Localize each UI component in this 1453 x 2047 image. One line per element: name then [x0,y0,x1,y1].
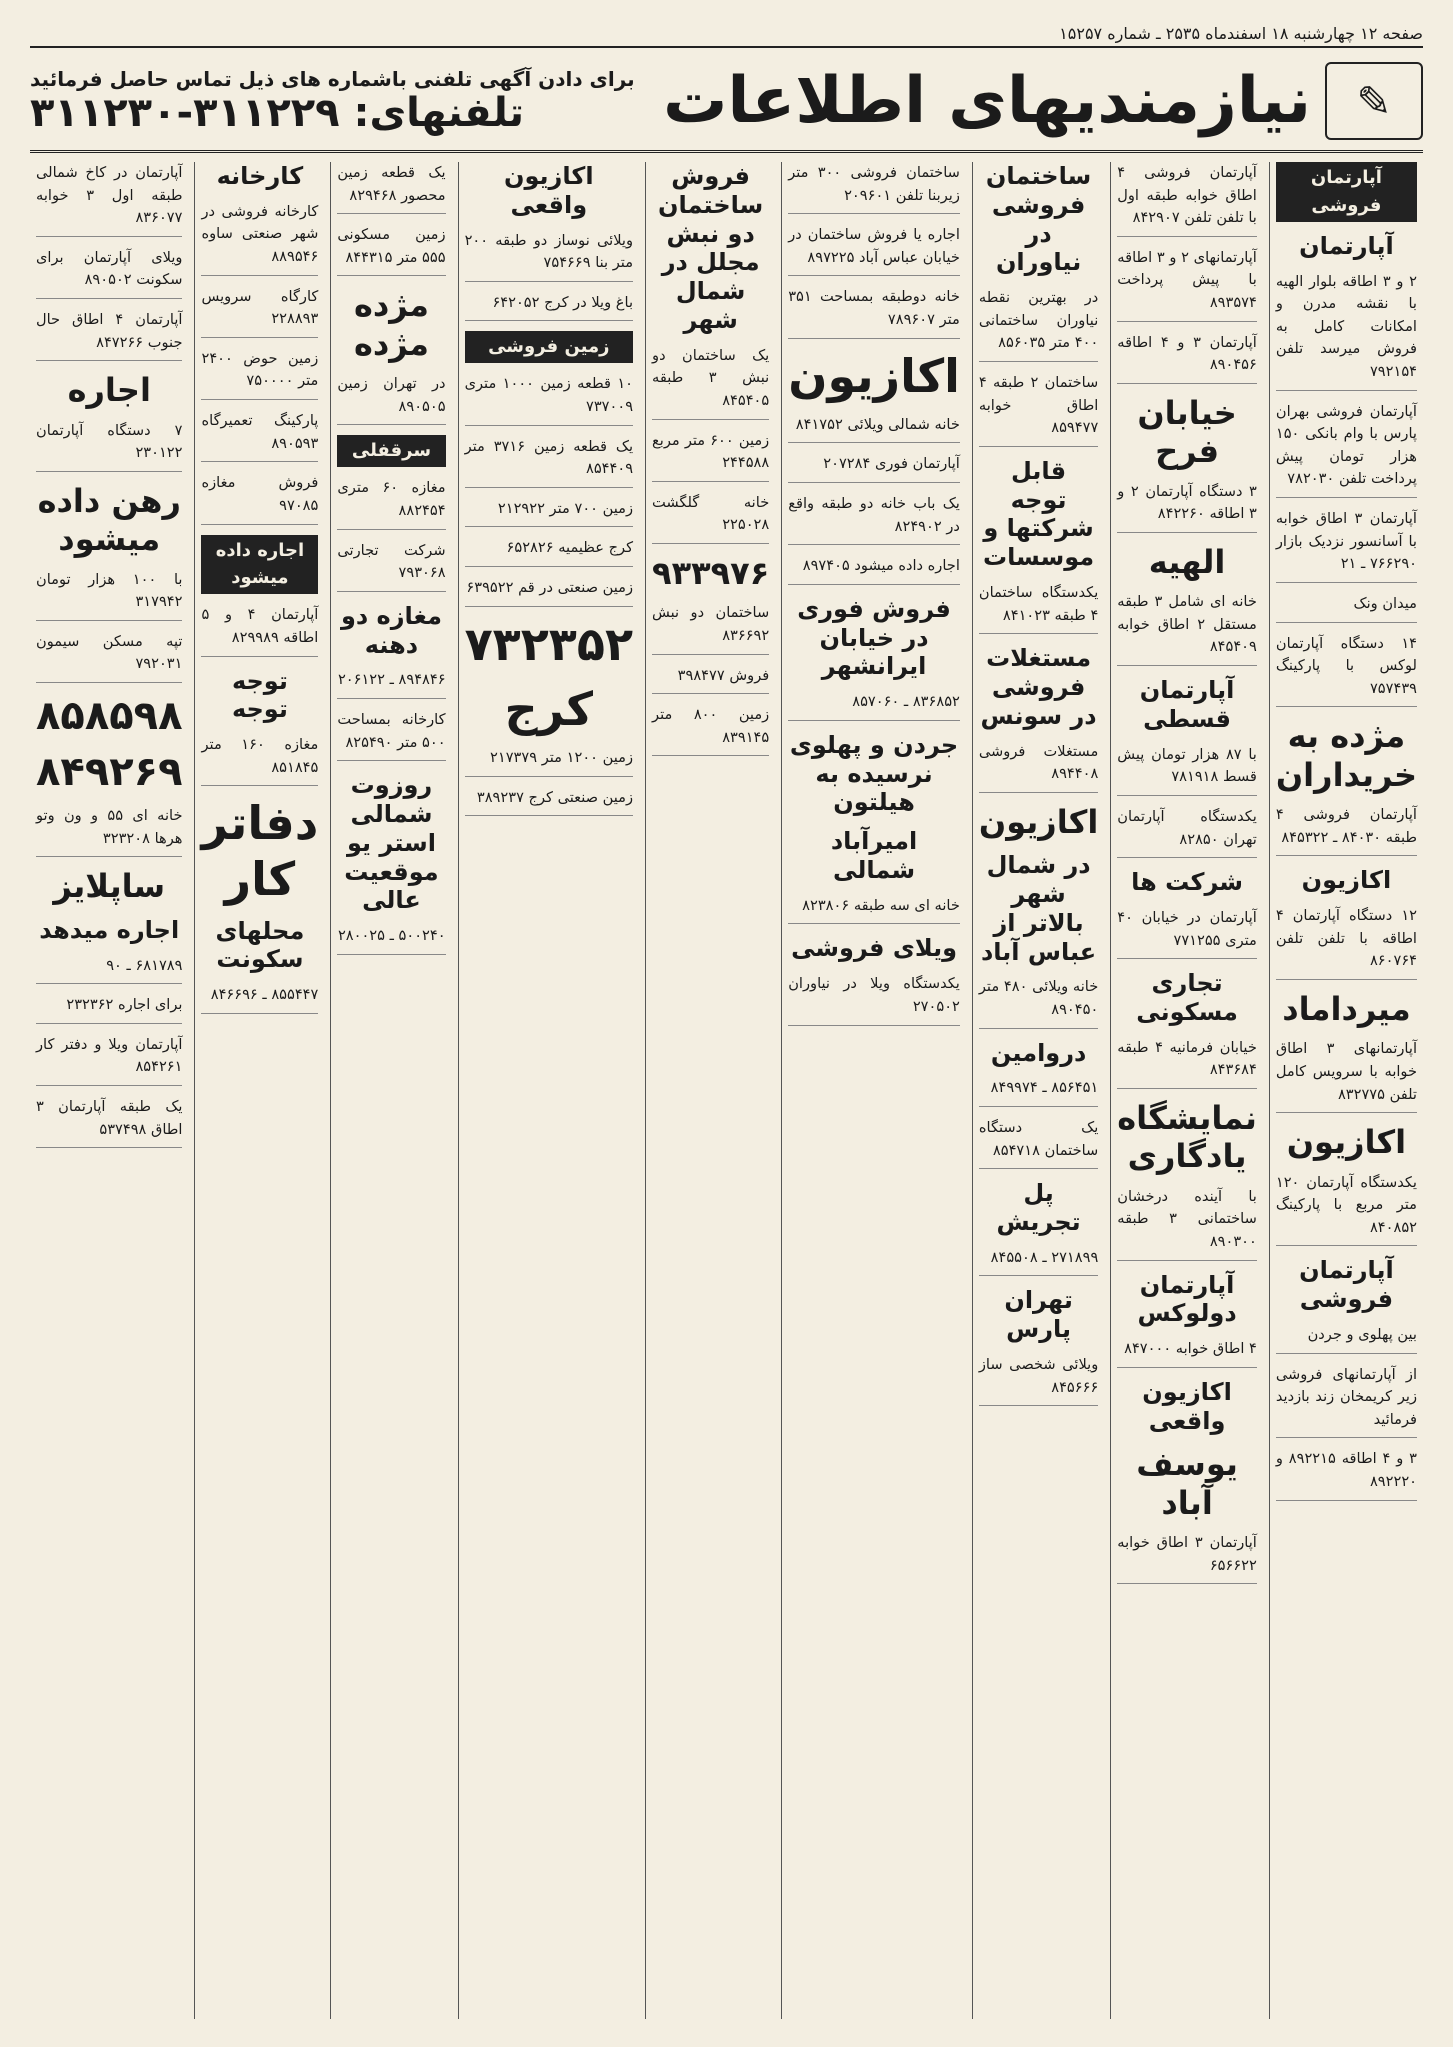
ad-headline: الهیه [1148,542,1226,581]
classified-ad: یکدستگاه آپارتمان ۱۲۰ متر مربع با پارکینگ ۸۴۰۸۵۲ [1276,1172,1417,1247]
ad-headline: شرکت ها [1131,868,1244,897]
classified-ad: ۳ و ۴ اطاقه ۸۹۲۲۱۵ و ۸۹۲۲۲۰ [1276,1448,1417,1500]
classified-ad: مغازه ۶۰ متری ۸۸۲۴۵۴ [337,477,445,529]
ad-headline: قابل توجه شرکتها و موسسات [983,456,1095,572]
classified-ad: ۸۹۴۸۴۶ ـ ۲۰۶۱۲۲ [337,669,445,699]
classified-ad: فروش مغازه ۹۷۰۸۵ [201,472,318,524]
masthead [663,62,1423,140]
classified-ad: از آپارتمانهای فروشی زیر کریمخان زند بازدید فرمائید [1276,1364,1417,1439]
classified-column [645,162,775,2019]
classified-ad: ۸۳۶۸۵۲ ـ ۸۵۷۰۶۰ [788,691,960,721]
classified-ad: ۱۲ دستگاه آپارتمان ۴ اطاقه با تلفن تلفن ۸۶۰۷۶۴ [1276,905,1417,980]
section-rubric: سرقفلی [337,435,445,467]
ad-contact-box [30,67,635,135]
ad-headline: دروامین [990,1038,1087,1067]
classified-ad: زمین صنعتی در قم ۶۳۹۵۲۲ [465,577,633,607]
classified-ad: با آینده درخشان ساختمانی ۳ طبقه ۸۹۰۳۰۰ [1117,1186,1257,1261]
ad-headline: نمایشگاه یادگاری [1117,1098,1257,1176]
classified-ad: کرج عظیمیه ۶۵۲۸۲۶ [465,537,633,567]
classified-columns [30,162,1423,2019]
classified-ad: زمین ۸۰۰ متر ۸۳۹۱۴۵ [652,704,769,756]
ad-headline: ۷۳۲۳۵۲ [464,616,634,671]
ad-headline: کارخانه [216,162,304,190]
classified-ad: اجاره داده میشود ۸۹۷۴۰۵ [788,555,960,585]
classified-ad: آپارتمان ویلا و دفتر کار ۸۵۴۲۶۱ [36,1034,182,1086]
classified-ad: خانه ای ۵۵ و ون وتو هرها ۳۲۳۲۰۸ [36,805,182,857]
ad-headline: آپارتمان قسطی [1139,676,1235,733]
ad-headline: آپارتمان دولوکس [1137,1270,1237,1328]
ad-headline: امیرآباد شمالی [830,827,918,885]
ad-headline: ساختمان فروشی در نیاوران [985,162,1092,277]
classified-ad: یک دستگاه ساختمان ۸۵۴۷۱۸ [979,1117,1098,1169]
ad-headline: اکازیون [1301,866,1392,895]
classified-ad: در بهترین نقطه نیاوران ساختمانی ۴۰۰ متر ۸۵۶۰۳۵ [979,287,1098,362]
ad-headline: روزوت شمالی استر یو موقعیت عالی [344,771,439,915]
classified-ad: ۷ دستگاه آپارتمان ۲۳۰۱۲۲ [36,420,182,472]
classified-ad: یک طبقه آپارتمان ۳ اطاق ۵۳۷۴۹۸ [36,1096,182,1148]
classified-ad: کارگاه سرویس ۲۲۸۸۹۳ [201,286,318,338]
classified-ad: آپارتمان ۳ اطاق خوابه با آسانسور نزدیک بازار ۷۶۶۲۹۰ ـ ۲۱ [1276,508,1417,583]
classified-ad: ۳ دستگاه آپارتمان ۲ و ۳ اطاقه ۸۴۲۲۶۰ [1117,481,1257,533]
phone-number-display: ۸۵۸۵۹۸ [36,693,183,740]
classified-ad: آپارتمان ۳ اطاق خوابه ۶۵۶۶۲۲ [1117,1532,1257,1584]
classified-column [972,162,1104,2019]
classified-ad: آپارتمان فوری ۲۰۷۲۸۴ [788,453,960,483]
classified-ad: ۵۰۰۲۴۰ ـ ۲۸۰۰۲۵ [337,925,445,955]
classified-column [1269,162,1423,2019]
classified-column [781,162,966,2019]
classified-ad: ۱۰ قطعه زمین ۱۰۰۰ متری ۷۳۷۰۰۹ [465,373,633,425]
ad-headline: خیابان فرح [1137,393,1237,471]
classified-ad: فروش ۳۹۸۴۷۷ [652,665,769,695]
ad-headline: آپارتمان [1299,231,1394,260]
ad-headline: اجاره میدهد [39,915,180,944]
ad-headline: تهران پارس [1004,1286,1073,1344]
classified-ad: خانه ویلائی ۴۸۰ متر ۸۹۰۴۵۰ [979,976,1098,1028]
classified-ad: آپارتمانهای ۲ و ۳ اطاقه با پیش پرداخت ۸۹۳۵۷۴ [1117,247,1257,322]
ad-headline: مژده مژده [353,286,429,363]
classified-ad: ۱۴ دستگاه آپارتمان لوکس با پارکینگ ۷۵۷۴۳۹ [1276,633,1417,708]
classified-ad: خیابان فرمانیه ۴ طبقه ۸۴۳۶۸۴ [1117,1037,1257,1089]
classified-ad: آپارتمان فروشی بهران پارس با وام بانکی ۱۵۰ هزار تومان پیش پرداخت تلفن ۷۸۲۰۳۰ [1276,401,1417,498]
ad-headline: محلهای سکونت [215,916,305,974]
masthead-title: نیازمندیهای اطلاعات [663,64,1311,138]
classified-ad: ۸۵۶۴۵۱ ـ ۸۴۹۹۷۴ [979,1077,1098,1107]
classified-ad: خانه ای شامل ۳ طبقه مستقل ۲ اطاق خوابه ۸۴۵۴۰۹ [1117,591,1257,666]
ad-headline: تجاری مسکونی [1136,969,1238,1026]
classified-ad: یک قطعه زمین ۳۷۱۶ متر ۸۵۴۴۰۹ [465,436,633,488]
classified-ad: آپارتمان در خیابان ۴۰ متری ۷۷۱۲۵۵ [1117,907,1257,959]
ad-headline: یوسف آباد [1136,1445,1238,1522]
classified-ad: ۴ اطاق خوابه ۸۴۷۰۰۰ [1117,1338,1257,1368]
classified-ad: میدان ونک [1276,593,1417,623]
classified-ad: کارخانه بمساحت ۵۰۰ متر ۸۲۵۴۹۰ [337,709,445,761]
classified-column [330,162,451,2019]
classified-ad: آپارتمان ۴ اطاق حال جنوب ۸۴۷۲۶۶ [36,309,182,361]
classified-column [458,162,639,2019]
section-rubric: اجاره داده میشود [201,535,318,595]
classified-ad: بین پهلوی و جردن [1276,1324,1417,1354]
classified-ad: ویلائی شخصی ساز ۸۴۵۶۶۶ [979,1354,1098,1406]
ad-phone-numbers: تلفنهای: ۳۱۱۲۲۹-۳۱۱۲۳۰ [30,90,525,136]
ad-headline: مغازه دو دهنه [340,601,442,659]
classified-ad: ویلای آپارتمان برای سکونت ۸۹۰۵۰۲ [36,247,182,299]
classified-ad: آپارتمان فروشی ۴ اطاق خوابه طبقه اول با تلفن تلفن ۸۴۲۹۰۷ [1117,162,1257,237]
classified-ad: آپارتمانهای ۳ اطاق خوابه با سرویس کامل تلفن ۸۳۲۷۷۵ [1276,1038,1417,1113]
ad-headline: جردن و پهلوی نرسیده به هیلتون [789,730,959,817]
ad-headline: فروش فوری در خیابان ایرانشهر [797,594,951,681]
classified-ad: ۸۵۵۴۴۷ ـ ۸۴۶۶۹۶ [201,984,318,1014]
classified-ad: زمین ۷۰۰ متر ۲۱۲۹۲۲ [465,498,633,528]
classified-ad: برای اجاره ۲۳۲۳۶۲ [36,994,182,1024]
classified-column [1110,162,1263,2019]
ad-headline: رهن داده میشود [37,481,181,559]
ad-headline: اکازیون واقعی [504,162,594,219]
classified-ad: ویلائی نوساز دو طبقه ۲۰۰ متر بنا ۷۵۴۶۶۹ [465,230,633,282]
ad-headline: ویلای فروشی [791,934,958,963]
ad-headline: اکازیون [978,802,1099,841]
ad-headline: کرج [504,681,594,736]
classified-ad: کارخانه فروشی در شهر صنعتی ساوه ۸۸۹۵۴۶ [201,201,318,276]
ettelaat-emblem-icon: ✎ [1325,62,1423,140]
ad-headline: میرداماد [1282,989,1411,1028]
classified-ad: با ۱۰۰ هزار تومان ۳۱۷۹۴۲ [36,569,182,621]
classified-ad: زمین ۱۲۰۰ متر ۲۱۷۳۷۹ [465,747,633,777]
ad-headline: اجاره [67,371,151,410]
classified-ad: آپارتمان ۳ و ۴ اطاقه ۸۹۰۴۵۶ [1117,332,1257,384]
classified-ad: با ۸۷ هزار تومان پیش قسط ۷۸۱۹۱۸ [1117,744,1257,796]
classified-ad: مغازه ۱۶۰ متر ۸۵۱۸۴۵ [201,734,318,786]
classified-column [30,162,188,2019]
ad-headline: مستغلات فروشی در سونس [980,644,1097,730]
classified-ad: ساختمان ۲ طبقه ۴ اطاق خوابه ۸۵۹۴۷۷ [979,372,1098,447]
classified-ad: خانه شمالی ویلائی ۸۴۱۷۵۲ [788,414,960,444]
ad-headline: ۹۳۳۹۷۶ [652,554,770,593]
ad-headline: ساپلایز [53,867,166,906]
classified-ad: یکدستگاه آپارتمان تهران ۸۲۸۵۰ [1117,806,1257,858]
classified-ad: در تهران زمین ۸۹۰۵۰۵ [337,373,445,425]
ad-headline: آپارتمان فروشی [1299,1256,1394,1314]
classified-ad: زمین ۶۰۰ متر مربع ۲۴۴۵۸۸ [652,430,769,482]
classified-ad: یک قطعه زمین محصور ۸۲۹۴۶۸ [337,162,445,214]
classified-ad: یک ساختمان دو نبش ۳ طبقه ۸۴۵۴۰۵ [652,345,769,420]
ad-headline: فروش ساختمان دو نبش مجلل در شمال شهر [657,162,764,334]
classified-ad: شرکت تجارتی ۷۹۳۰۶۸ [337,540,445,592]
phone-number-display: ۸۴۹۲۶۹ [36,749,183,796]
classified-ad: ساختمان فروشی ۳۰۰ متر زیربنا تلفن ۲۰۹۶۰۱ [788,162,960,214]
classified-ad: خانه ای سه طبقه ۸۲۳۸۰۶ [788,895,960,925]
ad-headline: مژده به خریداران [1275,717,1417,794]
classified-ad: ساختمان دو نبش ۸۳۶۶۹۲ [652,602,769,654]
classified-ad: ۲ و ۳ اطاقه بلوار الهیه با نقشه مدرن و امکانات کامل به فروش میرسد تلفن ۷۹۲۱۵۴ [1276,271,1417,391]
classified-ad: خانه دوطبقه بمساحت ۳۵۱ متر ۷۸۹۶۰۷ [788,286,960,338]
classified-ad: پارکینگ تعمیرگاه ۸۹۰۵۹۳ [201,410,318,462]
classified-ad: آپارتمان ۴ و ۵ اطاقه ۸۲۹۹۸۹ [201,604,318,656]
classified-ad: آپارتمان در کاخ شمالی طبقه اول ۳ خوابه ۸۳۶۰۷۷ [36,162,182,237]
classified-ad: تپه مسکن سیمون ۷۹۲۰۳۱ [36,631,182,683]
ad-instruction: برای دادن آگهی تلفنی باشماره های ذیل تماس حاصل فرمائید [30,67,635,91]
classified-ad: ۶۸۱۷۸۹ ـ ۹۰ [36,955,182,985]
classified-column [194,162,324,2019]
classified-ad: زمین حوض ۲۴۰۰ متر ۷۵۰۰۰۰ [201,348,318,400]
classified-ad: باغ ویلا در کرج ۶۴۲۰۵۲ [465,292,633,322]
classified-ad: آپارتمان فروشی ۴ طبقه ۸۴۰۳۰ ـ ۸۴۵۳۲۲ [1276,804,1417,856]
classified-ad: زمین صنعتی کرج ۳۸۹۲۳۷ [465,787,633,817]
ad-headline: پل تجریش [996,1179,1081,1237]
ad-headline: در شمال شهر بالاتر از عباس آباد [980,851,1097,966]
classifieds-banner [30,52,1423,153]
ad-headline: اکازیون [1286,1123,1407,1162]
classified-ad: یکدستگاه ساختمان ۴ طبقه ۸۴۱۰۲۳ [979,582,1098,634]
classified-ad: یکدستگاه ویلا در نیاوران ۲۷۰۵۰۲ [788,973,960,1025]
classified-ad: اجاره یا فروش ساختمان در خیابان عباس آباد ۸۹۷۲۲۵ [788,224,960,276]
section-rubric: آپارتمان فروشی [1276,162,1417,222]
ad-headline: اکازیون واقعی [1142,1377,1232,1435]
classified-ad: ۲۷۱۸۹۹ ـ ۸۴۵۵۰۸ [979,1247,1098,1277]
ad-headline: توجه توجه [231,666,288,724]
page-info-line [30,20,1423,48]
ad-headline: دفاتر کار [201,796,319,906]
page-info-text: صفحه ۱۲ چهارشنبه ۱۸ اسفندماه ۲۵۳۵ ـ شماره ۱۵۲۵۷ [1059,23,1423,43]
classified-ad: مستغلات فروشی ۸۹۴۴۰۸ [979,741,1098,793]
classified-ad: زمین مسکونی ۵۵۵ متر ۸۴۴۳۱۵ [337,224,445,276]
ad-headline: اکازیون [788,348,960,403]
section-rubric: زمین فروشی [465,331,633,363]
classified-ad: خانه گلگشت ۲۲۵۰۲۸ [652,492,769,544]
classified-ad: یک باب خانه دو طبقه واقع در ۸۲۴۹۰۲ [788,493,960,545]
